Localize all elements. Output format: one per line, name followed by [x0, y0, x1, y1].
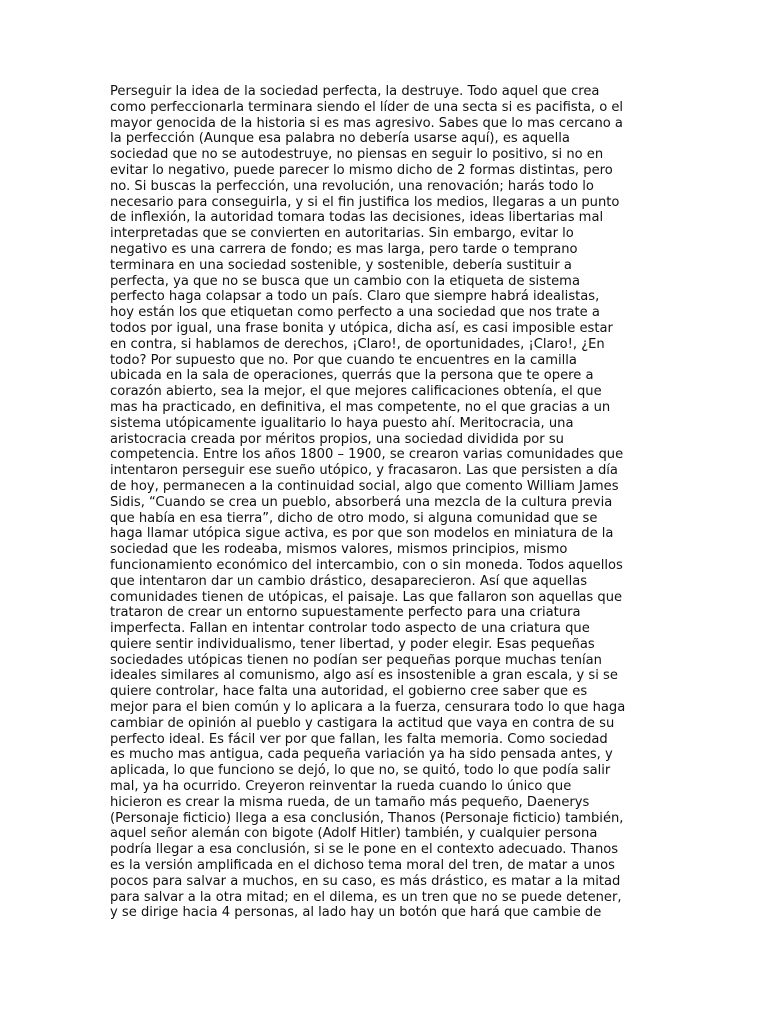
text-line: quiere sentir individualismo, tener libertad, y poder elegir. Esas pequeñas — [110, 636, 595, 652]
text-line: es mucho mas antigua, cada pequeña variación ya ha sido pensada antes, y — [110, 747, 613, 763]
text-line: mal, ya ha ocurrido. Creyeron reinventar la rueda cuando lo único que — [110, 779, 572, 795]
text-line: terminara en una sociedad sostenible, y sostenible, debería sustituir a — [110, 257, 572, 273]
text-line: ubicada en la sala de operaciones, querrás que la persona que te opere a — [110, 368, 594, 384]
text-line: para salvar a la otra mitad; en el dilema, es un tren que no se puede detener, — [110, 889, 622, 905]
text-line: que intentaron dar un cambio drástico, desaparecieron. Así que aquellas — [110, 573, 588, 589]
text-line: funcionamiento económico del intercambio, con o sin moneda. Todos aquellos — [110, 557, 623, 573]
text-line: es la versión amplificada en el dichoso tema moral del tren, de matar a unos — [110, 858, 615, 874]
text-line: pocos para salvar a muchos, en su caso, es más drástico, es matar a la mitad — [110, 873, 621, 889]
text-line: (Personaje ficticio) llega a esa conclusión, Thanos (Personaje ficticio) también, — [110, 810, 624, 826]
text-line: de hoy, permanecen a la continuidad social, algo que comento William James — [110, 478, 619, 494]
text-line: todos por igual, una frase bonita y utópica, dicha así, es casi imposible estar — [110, 320, 613, 336]
text-line: mas ha practicado, en definitiva, el mas competente, no el que gracias a un — [110, 399, 611, 415]
text-line: haga llamar utópica sigue activa, es por que son modelos en miniatura de la — [110, 526, 614, 542]
text-line: perfecto haga colapsar a todo un país. Claro que siempre habrá idealistas, — [110, 289, 600, 305]
text-line: sociedad que no se autodestruye, no piensas en seguir lo positivo, si no en — [110, 147, 604, 163]
text-line: imperfecta. Fallan en intentar controlar todo aspecto de una criatura que — [110, 621, 590, 637]
text-line: hoy están los que etiquetan como perfecto a una sociedad que nos trate a — [110, 305, 600, 321]
text-line: ideales similares al comunismo, algo así es insostenible a gran escala, y si se — [110, 668, 618, 684]
text-line: Sidis, “Cuando se crea un pueblo, absorberá una mezcla de la cultura previa — [110, 494, 613, 510]
text-line: quiere controlar, hace falta una autoridad, el gobierno cree saber que es — [110, 684, 588, 700]
text-line: podría llegar a esa conclusión, si se le pone en el contexto adecuado. Thanos — [110, 842, 619, 858]
text-line: aquel señor alemán con bigote (Adolf Hitler) también, y cualquier persona — [110, 826, 598, 842]
text-line: sistema utópicamente igualitario lo haya puesto ahí. Meritocracia, una — [110, 415, 574, 431]
text-line: que había en esa tierra”, dicho de otro modo, si alguna comunidad que se — [110, 510, 598, 526]
text-line: trataron de crear un entorno supuestamente perfecto para una criatura — [110, 605, 581, 621]
text-line: Perseguir la idea de la sociedad perfecta, la destruye. Todo aquel que crea — [110, 84, 600, 99]
text-line: hicieron es crear la misma rueda, de un tamaño más pequeño, Daenerys — [110, 794, 590, 810]
text-line: cambiar de opinión al pueblo y castigara la actitud que vaya en contra de su — [110, 715, 615, 731]
text-line: mayor genocida de la historia si es mas agresivo. Sabes que lo mas cercano a — [110, 115, 623, 131]
text-line: intentaron perseguir ese sueño utópico, y fracasaron. Las que persisten a día — [110, 463, 618, 479]
text-line: aplicada, lo que funciono se dejó, lo que no, se quitó, todo lo que podía salir — [110, 763, 611, 779]
text-line: sociedades utópicas tienen no podían ser pequeñas porque muchas tenían — [110, 652, 602, 668]
text-line: negativo es una carrera de fondo; es mas larga, pero tarde o temprano — [110, 241, 578, 257]
text-line: la perfección (Aunque esa palabra no debería usarse aquí), es aquella — [110, 131, 570, 147]
text-line: perfecto ideal. Es fácil ver por que fallan, les falta memoria. Como sociedad — [110, 731, 608, 747]
body-text — [110, 84, 670, 921]
text-line: corazón abierto, sea la mejor, el que mejores calificaciones obtenía, el que — [110, 384, 602, 400]
text-line: todo? Por supuesto que no. Por que cuando te encuentres en la camilla — [110, 352, 577, 368]
text-line: necesario para conseguirla, y si el fin justifica los medios, llegaras a un punto — [110, 194, 620, 210]
text-line: evitar lo negativo, puede parecer lo mismo dicho de 2 formas distintas, pero — [110, 162, 613, 178]
text-line: competencia. Entre los años 1800 – 1900, se crearon varias comunidades que — [110, 447, 624, 463]
text-line: perfecta, ya que no se busca que un cambio con la etiqueta de sistema — [110, 273, 580, 289]
text-line: y se dirige hacia 4 personas, al lado hay un botón que hará que cambie de — [110, 905, 602, 921]
text-line: comunidades tienen de utópicas, el paisaje. Las que fallaron son aquellas que — [110, 589, 623, 605]
text-line: sociedad que les rodeaba, mismos valores, mismos principios, mismo — [110, 542, 568, 558]
text-line: aristocracia creada por méritos propios, una sociedad dividida por su — [110, 431, 564, 447]
text-line: no. Si buscas la perfección, una revolución, una renovación; harás todo lo — [110, 178, 594, 194]
text-line: como perfeccionarla terminara siendo el líder de una secta si es pacifista, o el — [110, 99, 624, 115]
text-line: de inflexión, la autoridad tomara todas las decisiones, ideas libertarias mal — [110, 210, 604, 226]
text-line: en contra, si hablamos de derechos, ¡Claro!, de oportunidades, ¡Claro!, ¿En — [110, 336, 605, 352]
text-line: mejor para el bien común y lo aplicara a la fuerza, censurara todo lo que haga — [110, 700, 626, 716]
text-line: interpretadas que se convierten en autoritarias. Sin embargo, evitar lo — [110, 226, 574, 242]
